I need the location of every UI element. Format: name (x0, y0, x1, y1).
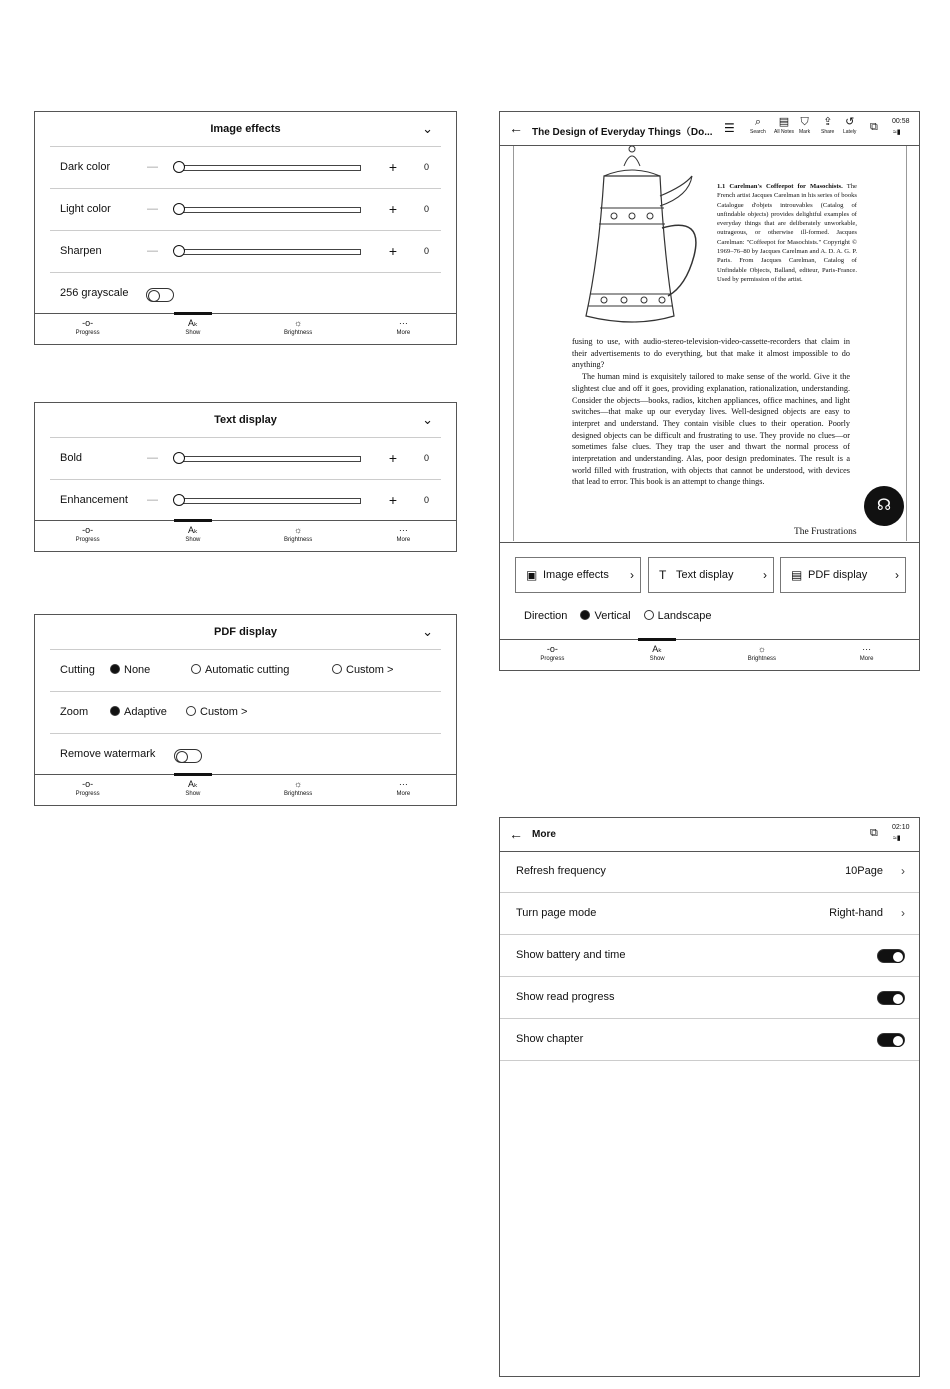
all-notes-button[interactable]: ▤ All Notes (774, 116, 795, 135)
toc-list-icon[interactable]: ☰ (724, 121, 735, 135)
watermark-label: Remove watermark (60, 748, 156, 760)
sharpen-label: Sharpen (60, 245, 102, 257)
enhancement-value: 0 (423, 495, 429, 505)
collapse-chevron-icon[interactable]: ⌄ (422, 624, 433, 639)
progress-icon: -o- (546, 644, 558, 654)
more-dots-icon: ··· (398, 525, 408, 535)
grayscale-label: 256 grayscale (60, 287, 129, 299)
enhancement-slider[interactable] (178, 498, 361, 504)
image-effects-header (50, 112, 441, 147)
back-arrow-icon[interactable]: ← (509, 120, 523, 136)
zoom-option-custom[interactable]: Custom > (186, 692, 247, 733)
show-read-progress-row: Show read progress (500, 977, 919, 1019)
dark-color-slider[interactable] (178, 165, 361, 171)
chevron-right-icon: › (901, 864, 905, 878)
chevron-right-icon: › (630, 568, 634, 582)
progress-icon: -o- (82, 525, 94, 535)
decrease-button[interactable]: — (147, 161, 158, 173)
show-battery-time-toggle[interactable] (877, 949, 905, 963)
page-footer: The Frustrations (794, 527, 857, 537)
show-chapter-row: Show chapter (500, 1019, 919, 1061)
progress-icon: -o- (82, 779, 94, 789)
grayscale-row (50, 273, 441, 314)
tab-show[interactable]: Aₖ Show (140, 314, 245, 344)
status-time: 00:58 (892, 118, 910, 125)
decrease-button[interactable]: — (147, 245, 158, 257)
window-icon[interactable]: ⧉ (870, 827, 878, 839)
pdf-display-button[interactable]: ▤ PDF display › (780, 557, 906, 593)
back-arrow-icon[interactable]: ← (509, 826, 523, 842)
direction-vertical-option[interactable]: Vertical (580, 610, 630, 622)
enhancement-label: Enhancement (60, 494, 128, 506)
increase-button[interactable]: + (388, 243, 397, 259)
show-battery-time-row: Show battery and time (500, 935, 919, 977)
more-dots-icon: ··· (398, 318, 408, 328)
show-read-progress-toggle[interactable] (877, 991, 905, 1005)
text-display-button[interactable]: T Text display › (648, 557, 774, 593)
dark-color-row (50, 147, 441, 189)
show-chapter-toggle[interactable] (877, 1033, 905, 1047)
radio-selected-icon (580, 610, 590, 620)
increase-button[interactable]: + (388, 450, 397, 466)
radio-selected-icon (110, 664, 120, 674)
refresh-frequency-value: 10Page (845, 865, 883, 877)
radio-icon (644, 610, 654, 620)
audio-play-button[interactable] (864, 486, 904, 526)
increase-button[interactable]: + (388, 492, 397, 508)
more-dots-icon: ··· (398, 779, 408, 789)
pdf-display-title: PDF display (214, 626, 277, 638)
notes-icon: ▤ (778, 116, 790, 128)
tab-brightness[interactable]: ☼ Brightness (246, 314, 351, 344)
bold-value: 0 (423, 453, 429, 463)
dark-color-value: 0 (423, 162, 429, 172)
light-color-value: 0 (423, 204, 429, 214)
more-title: More (532, 829, 556, 840)
tab-more[interactable]: ··· More (351, 521, 456, 551)
tab-show[interactable]: Aₖ Show (605, 640, 710, 670)
cutting-label: Cutting (60, 664, 95, 676)
bottom-tab-bar (35, 313, 456, 344)
more-settings-screen (499, 817, 920, 1377)
collapse-chevron-icon[interactable]: ⌄ (422, 412, 433, 427)
radio-icon (186, 706, 196, 716)
slider-handle[interactable] (173, 494, 185, 506)
wifi-battery-icon: ≈▮ (893, 835, 901, 842)
enhancement-row (50, 480, 441, 521)
cutting-option-automatic[interactable]: Automatic cutting (191, 650, 289, 691)
tab-show[interactable]: Aₖ Show (140, 521, 245, 551)
history-icon: ↺ (845, 116, 855, 128)
image-effects-panel (34, 111, 457, 345)
text-display-panel (34, 402, 457, 552)
tab-more[interactable]: ··· More (351, 314, 456, 344)
share-icon: ⇪ (823, 116, 833, 128)
book-title: The Design of Everyday Things（Do... (532, 127, 713, 138)
bottom-tab-bar (35, 774, 456, 805)
sun-icon: ☼ (294, 525, 303, 535)
tab-brightness[interactable]: ☼ Brightness (710, 640, 815, 670)
decrease-button[interactable]: — (147, 494, 158, 506)
cutting-option-custom[interactable]: Custom > (332, 650, 393, 691)
turn-page-mode-value: Right-hand (829, 907, 883, 919)
light-color-row (50, 189, 441, 231)
chevron-right-icon: › (901, 906, 905, 920)
pdf-icon: ▤ (791, 568, 803, 582)
direction-landscape-option[interactable]: Landscape (644, 610, 712, 622)
dark-color-label: Dark color (60, 161, 111, 173)
zoom-label: Zoom (60, 706, 89, 718)
font-icon: Aₖ (187, 525, 198, 535)
watermark-toggle[interactable] (174, 749, 202, 763)
wifi-battery-icon: ≈▮ (893, 129, 901, 136)
more-top-bar (500, 818, 919, 852)
tab-more[interactable]: ··· More (351, 775, 456, 805)
slider-handle[interactable] (173, 452, 185, 464)
refresh-frequency-row[interactable]: Refresh frequency 10Page › (500, 851, 919, 893)
light-color-slider[interactable] (178, 207, 361, 213)
sun-icon: ☼ (294, 318, 303, 328)
cutting-row (50, 650, 441, 692)
lately-button[interactable]: ↺ Lately (843, 116, 857, 135)
bottom-tab-bar (500, 639, 919, 670)
book-page[interactable] (513, 146, 907, 541)
share-button[interactable]: ⇪ Share (821, 116, 835, 135)
zoom-row (50, 692, 441, 734)
collapse-chevron-icon[interactable]: ⌄ (422, 121, 433, 136)
search-button[interactable]: ⌕ Search (750, 116, 766, 135)
mark-button[interactable]: ⛉ Mark (799, 116, 811, 135)
radio-icon (332, 664, 342, 674)
radio-selected-icon (110, 706, 120, 716)
bold-label: Bold (60, 452, 83, 464)
increase-button[interactable]: + (388, 159, 397, 175)
pdf-display-panel (34, 614, 457, 806)
sharpen-slider[interactable] (178, 249, 361, 255)
tab-progress[interactable]: -o- Progress (35, 521, 140, 551)
increase-button[interactable]: + (388, 201, 397, 217)
font-icon: Aₖ (187, 779, 198, 789)
direction-label: Direction (524, 610, 568, 622)
bold-row (50, 438, 441, 480)
tab-brightness[interactable]: ☼ Brightness (246, 775, 351, 805)
bold-slider[interactable] (178, 456, 361, 462)
more-dots-icon: ··· (862, 644, 872, 654)
watermark-row (50, 734, 441, 775)
decrease-button[interactable]: — (147, 452, 158, 464)
sun-icon: ☼ (757, 644, 766, 654)
coffeepot-illustration (564, 146, 714, 331)
text-icon: T (659, 568, 667, 582)
cutting-option-none[interactable]: None (110, 650, 150, 691)
grayscale-toggle[interactable] (146, 288, 174, 302)
slider-handle[interactable] (173, 161, 185, 173)
reader-top-bar (500, 112, 919, 146)
tab-brightness[interactable]: ☼ Brightness (246, 521, 351, 551)
sharpen-value: 0 (423, 246, 429, 256)
image-effects-title: Image effects (210, 123, 281, 135)
body-text: fusing to use, with audio-stereo-television-video-cassette-recorders that claim in their advertisements to do everything, but that make it almost impossible to do anything? The human mind is exquisitely tailored to make sense of the world. Give it the slightest clue and off it goes, providing explanation, rationalization, understanding. Consider the objects—books, radios, kitchen appliances, office machines, and light switches—that make up our everyday lives. Well-designed objects are easy to interpret and understand. They contain visible clues to their operation. Poorly designed objects can be difficult and frustrating to use. They provide no clues—or sometimes false clues. They trap the user and thwart the normal process of interpretation and understanding. Alas, poor design predominates. The result is a world filled with frustration, with objects that cannot be understood, with devices that lead to error. This book is an attempt to change things. (572, 337, 850, 487)
image-effects-button[interactable]: ▣ Image effects › (515, 557, 641, 593)
pdf-display-header (50, 615, 441, 650)
radio-icon (191, 664, 201, 674)
text-display-title: Text display (214, 414, 277, 426)
zoom-option-adaptive[interactable]: Adaptive (110, 692, 167, 733)
tab-more[interactable]: ··· More (814, 640, 919, 670)
figure-caption: 1.1 Carelman's Coffeepot for Masochists. The French artist Jacques Carelman in his series of books Catalogue d'objets introuvables (Catalog of unfindable objects) provides delightful examples of everyday things that are deliberately unworkable, outrageous, or otherwise ill-formed. Jacques Carelman: "Coffeepot for Masochists." Copyright © 1969–76–80 by Jacques Carelman and A. D. A. G. P. Paris. From Jacques Carelman, Catalog of Unfindable Objects, Balland, editeur, Paris-France. Used by permission of the artist. (717, 183, 857, 283)
bottom-tab-bar (35, 520, 456, 551)
slider-handle[interactable] (173, 245, 185, 257)
font-icon: Aₖ (187, 318, 198, 328)
chevron-right-icon: › (763, 568, 767, 582)
turn-page-mode-row[interactable]: Turn page mode Right-hand › (500, 893, 919, 935)
light-color-label: Light color (60, 203, 111, 215)
status-time: 02:10 (892, 824, 910, 831)
image-icon: ▣ (526, 568, 538, 582)
chevron-right-icon: › (895, 568, 899, 582)
decrease-button[interactable]: — (147, 203, 158, 215)
sun-icon: ☼ (294, 779, 303, 789)
progress-icon: -o- (82, 318, 94, 328)
tab-progress[interactable]: -o- Progress (500, 640, 605, 670)
font-icon: Aₖ (652, 644, 663, 654)
tab-progress[interactable]: -o- Progress (35, 775, 140, 805)
reader-screen (499, 111, 920, 671)
sharpen-row (50, 231, 441, 273)
window-icon[interactable]: ⧉ (870, 121, 878, 133)
search-icon: ⌕ (754, 116, 761, 128)
tab-show[interactable]: Aₖ Show (140, 775, 245, 805)
direction-row (524, 610, 711, 622)
bookmark-icon: ⛉ (800, 116, 809, 128)
tab-progress[interactable]: -o- Progress (35, 314, 140, 344)
text-display-header (50, 403, 441, 438)
headphones-icon: ☊ (876, 497, 892, 514)
slider-handle[interactable] (173, 203, 185, 215)
